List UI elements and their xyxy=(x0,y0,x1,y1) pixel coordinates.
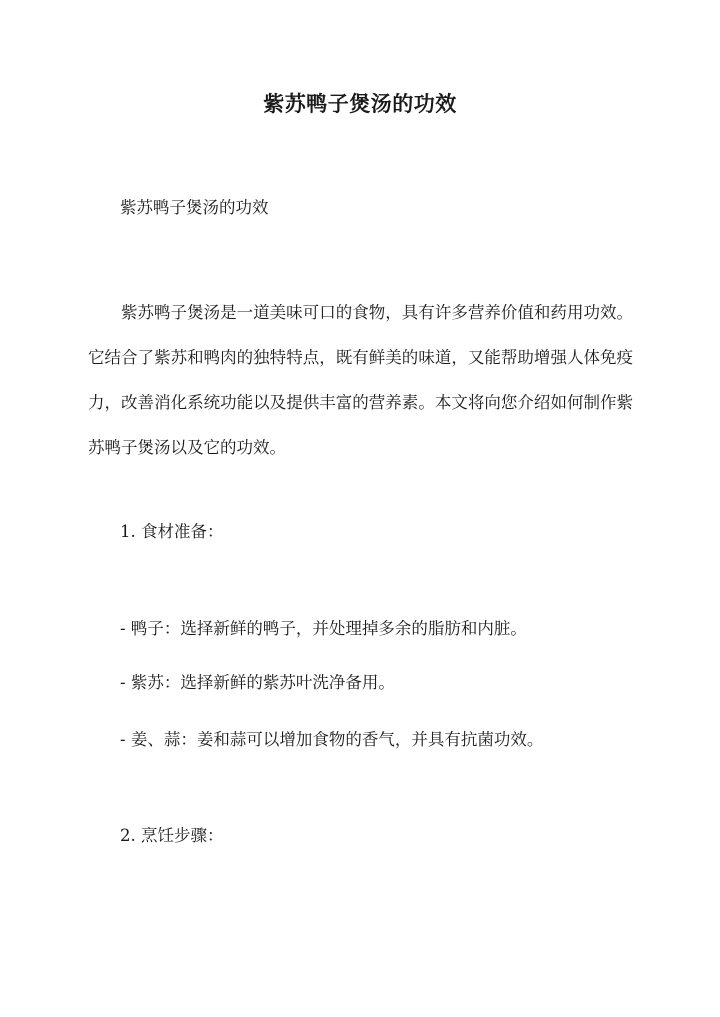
document-title: 紫苏鸭子煲汤的功效 xyxy=(263,91,457,116)
section-heading-ingredients: 1. 食材准备： xyxy=(120,522,224,541)
intro-paragraph: 紫苏鸭子煲汤是一道美味可口的食物，具有许多营养价值和药用功效。它结合了紫苏和鸭肉的独特特点，既有鲜美的味道，又能帮助增强人体免疫力，改善消化系统功能以及提供丰富的营养素。本文将向您介绍如何制作紫苏鸭子煲汤以及它的功效。 xyxy=(88,303,633,457)
ingredient-item-perilla: - 紫苏：选择新鲜的紫苏叶洗净备用。 xyxy=(120,673,395,692)
section-heading-cooking-steps: 2. 烹饪步骤： xyxy=(120,826,224,845)
ingredient-item-duck: - 鸭子：选择新鲜的鸭子，并处理掉多余的脂肪和内脏。 xyxy=(120,619,527,638)
document-subtitle: 紫苏鸭子煲汤的功效 xyxy=(120,198,269,217)
ingredient-item-ginger-garlic: - 姜、蒜：姜和蒜可以增加食物的香气，并具有抗菌功效。 xyxy=(120,730,544,749)
